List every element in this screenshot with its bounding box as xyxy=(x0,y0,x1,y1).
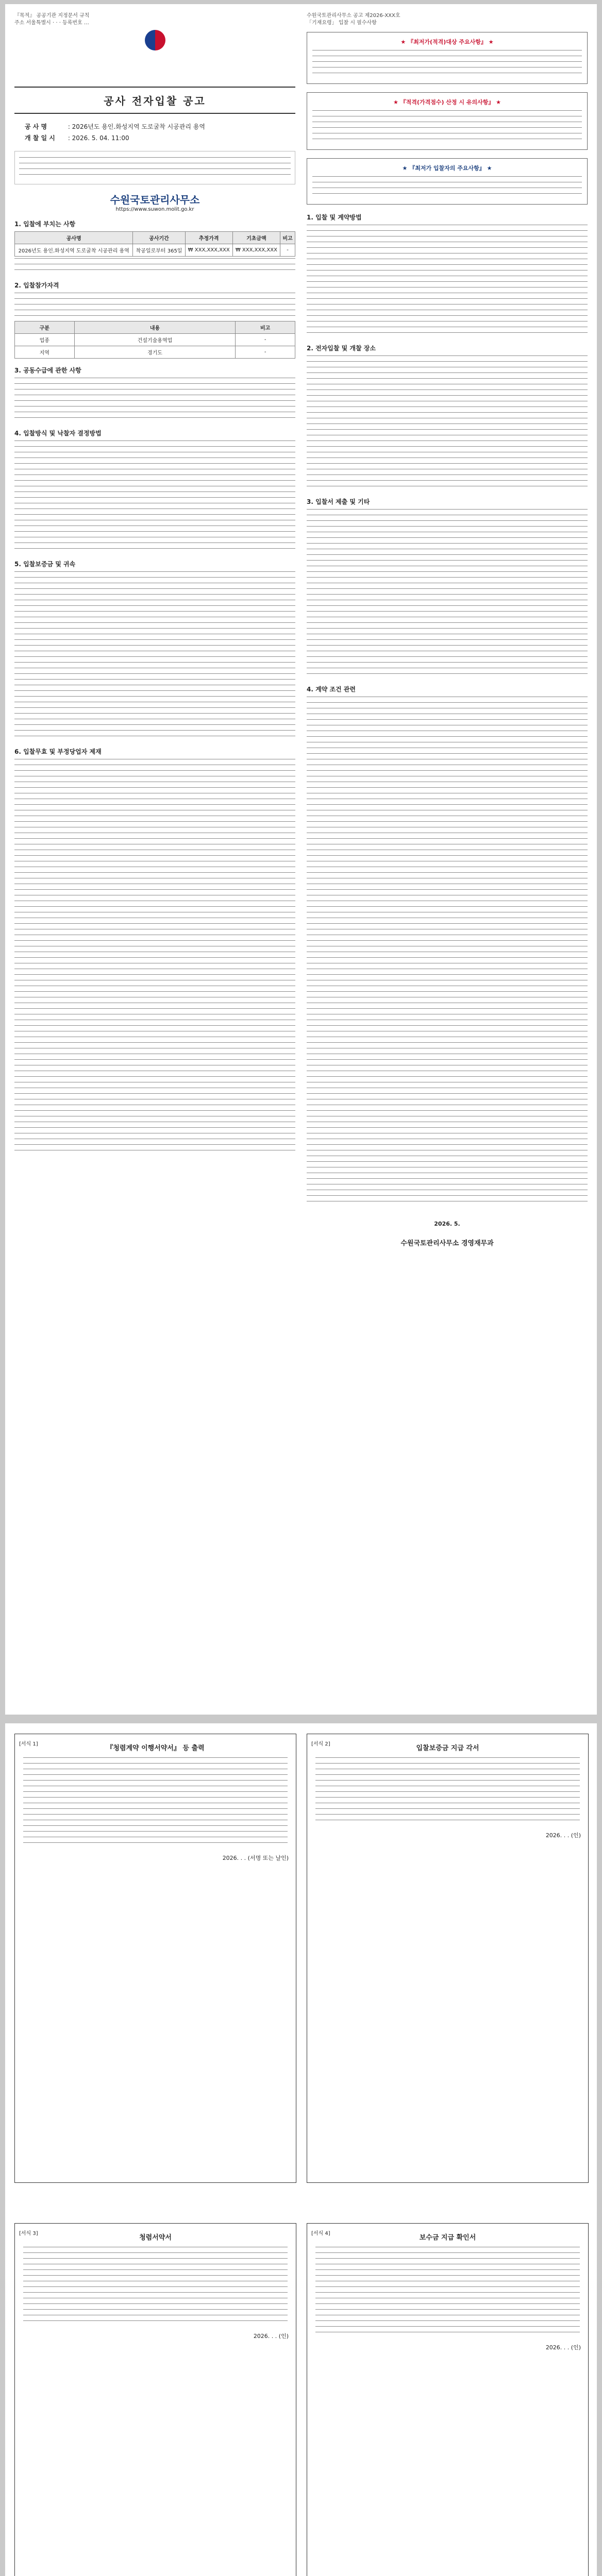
header-left: 『목적』 공공기관 지정문서 규칙 주소 서울특별시 · · · 등록번호 … xyxy=(14,13,90,26)
forms-page-2 xyxy=(5,1723,597,2576)
notice-title-box xyxy=(14,87,295,114)
form-1: [서식 1] 『청렴계약 이행서약서』 등 출력 2026. . . (서명 또는 날인) xyxy=(14,1734,296,2183)
header-right: 수원국토관리사무소 공고 제2026-XXX호 「기재요령」 입찰 시 필수사항 xyxy=(307,13,400,26)
notice-box-2: ★ 『적격(가격점수) 산정 시 유의사항』 ★ xyxy=(307,92,588,150)
government-emblem-icon xyxy=(145,30,165,50)
notice-title: 공사 전자입찰 공고 xyxy=(104,95,206,107)
section-4-heading: 4. 입찰방식 및 낙찰자 결정방법 xyxy=(14,430,102,437)
issuer-block: 수원국토관리사무소 https://www.suwon.molit.go.kr xyxy=(110,194,200,212)
section-3-heading: 3. 공동수급에 관한 사항 xyxy=(14,367,81,374)
section-6-heading: 6. 입찰무효 및 부정당업자 제재 xyxy=(14,748,102,755)
form-4: [서식 4] 보수금 지급 확인서 2026. . . (인) xyxy=(307,2223,589,2576)
intro-box xyxy=(14,151,295,184)
eligibility-table: 구분 내용 비고 업종 건설기술용역업 - 지역 경기도 - xyxy=(14,321,295,359)
right-section-2: 2. 전자입찰 및 개찰 장소 xyxy=(307,345,376,352)
bid-table: 공사명 공사기간 추정가격 기초금액 비고 2026년도 용인.화성지역 도로굴착 시공관리 용역 착공일로부터 365일 ₩ XXX,XXX,XXX ₩ XXX,XXX,XXX - xyxy=(14,231,295,257)
form-3: [서식 3] 청렴서약서 2026. . . (인) xyxy=(14,2223,296,2576)
right-section-4: 4. 계약 조건 관련 xyxy=(307,686,356,693)
left-column xyxy=(14,12,295,1156)
right-section-3: 3. 입찰서 제출 및 기타 xyxy=(307,498,370,505)
notice-page-1 xyxy=(5,4,597,1715)
section-5-heading: 5. 입찰보증금 및 귀속 xyxy=(14,561,76,568)
section-2-heading: 2. 입찰참가자격 xyxy=(14,282,59,289)
form-2: [서식 2] 입찰보증금 지급 각서 2026. . . (인) xyxy=(307,1734,589,2183)
right-section-1: 1. 입찰 및 계약방법 xyxy=(307,214,362,221)
notice-issuer: 수원국토관리사무소 경영재무과 xyxy=(400,1240,494,1247)
section-1-heading: 1. 입찰에 부치는 사항 xyxy=(14,221,76,228)
right-column xyxy=(307,12,588,1247)
notice-box-3: ★ 『최저가 입찰자의 주요사항』 ★ xyxy=(307,158,588,205)
notice-date: 2026. 5. xyxy=(434,1221,460,1227)
notice-meta: 공 사 명 : 2026년도 용인.화성지역 도로굴착 시공관리 용역 개 찰 일 시 : 2026. 5. 04. 11:00 xyxy=(25,123,205,142)
notice-box-1: ★ 『최저가(적격)대상 주요사항』 ★ xyxy=(307,32,588,84)
